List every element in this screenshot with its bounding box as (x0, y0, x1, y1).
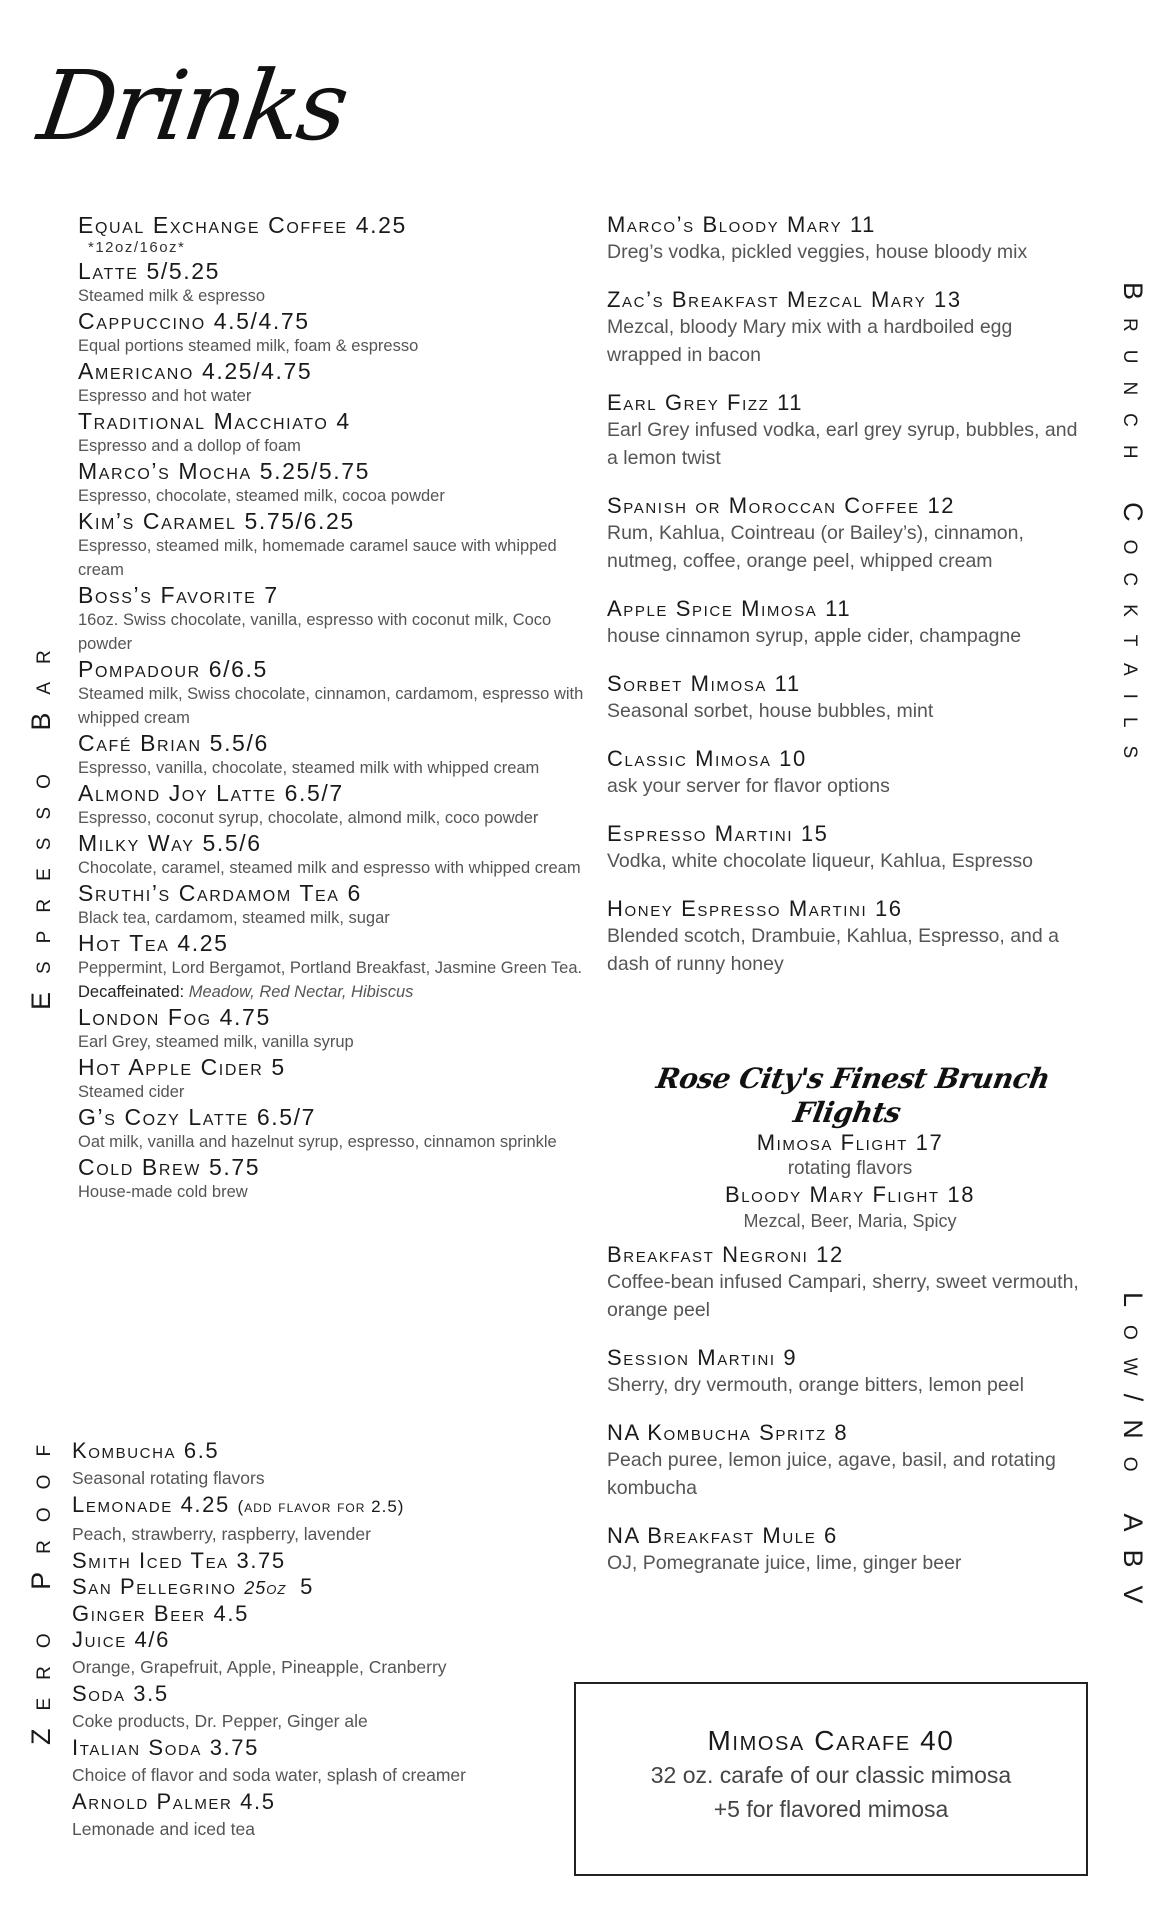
item-name: Classic Mimosa 10 (607, 746, 807, 771)
item-name: Cold Brew 5.75 (78, 1154, 261, 1180)
item-name: Apple Spice Mimosa 11 (607, 596, 852, 621)
item-description: Seasonal rotating flavors (72, 1468, 265, 1488)
item-description: Chocolate, caramel, steamed milk and espresso with whipped cream (78, 859, 581, 877)
item-description-text: Peppermint, Lord Bergamot, Portland Breakfast, Jasmine Green Tea. (78, 959, 583, 977)
item-name: Mimosa Flight 17 (756, 1130, 944, 1155)
menu-item (607, 1523, 1087, 1577)
item-name: London Fog 4.75 (78, 1004, 271, 1030)
item-name: Traditional Macchiato 4 (78, 408, 351, 434)
item-name: Sruthi’s Cardamom Tea 6 (78, 880, 362, 906)
item-description: Coffee-bean infused Campari, sherry, sweet vermouth, orange peel (607, 1271, 1079, 1321)
menu-item (607, 821, 1087, 875)
item-description (78, 956, 588, 1004)
item-description: house cinnamon syrup, apple cider, champagne (607, 625, 1022, 647)
item-description: 16oz. Swiss chocolate, vanilla, espresso with coconut milk, Coco powder (78, 611, 552, 653)
item-description: Rum, Kahlua, Cointreau (or Bailey’s), cinnamon, nutmeg, coffee, orange peel, whipped cream (607, 522, 1024, 572)
item-name: Smith Iced Tea 3.75 (72, 1548, 286, 1573)
menu-item (78, 1104, 588, 1154)
item-description: 32 oz. carafe of our classic mimosa (650, 1762, 1012, 1788)
item-addon: (add flavor for 2.5) (237, 1497, 405, 1516)
item-description: Peach, strawberry, raspberry, lavender (72, 1524, 371, 1544)
item-price: 5 (300, 1574, 314, 1599)
menu-item (607, 287, 1087, 369)
item-description: Oat milk, vanilla and hazelnut syrup, espresso, cinnamon sprinkle (78, 1133, 557, 1151)
menu-item (78, 408, 588, 458)
item-description: House-made cold brew (78, 1183, 248, 1201)
item-name: G’s Cozy Latte 6.5/7 (78, 1104, 316, 1130)
item-description: Peach puree, lemon juice, agave, basil, and rotating kombucha (607, 1449, 1056, 1499)
menu-item (78, 508, 588, 582)
menu-item (78, 1054, 588, 1104)
item-name: Juice 4/6 (72, 1627, 170, 1652)
mimosa-carafe-box (574, 1682, 1088, 1876)
item-name: Mimosa Carafe 40 (707, 1725, 955, 1756)
item-name: Milky Way 5.5/6 (78, 830, 262, 856)
menu-item (78, 830, 588, 880)
item-description: Steamed milk & espresso (78, 287, 266, 305)
item-description: Espresso, vanilla, chocolate, steamed milk with whipped cream (78, 759, 540, 777)
section-label-low-no-abv: Low/No ABV (1118, 1292, 1148, 1622)
menu-item (78, 656, 588, 730)
item-name (72, 1574, 592, 1601)
item-description: Sherry, dry vermouth, orange bitters, lemon peel (607, 1374, 1024, 1396)
menu-item (78, 1154, 588, 1204)
menu-item (607, 390, 1087, 472)
item-name-text: Lemonade 4.25 (72, 1492, 230, 1517)
item-description: Coke products, Dr. Pepper, Ginger ale (72, 1711, 368, 1731)
item-name-text: San Pellegrino (72, 1574, 237, 1599)
item-name: Bloody Mary Flight 18 (724, 1182, 976, 1207)
item-description: Dreg’s vodka, pickled veggies, house bloody mix (607, 241, 1028, 263)
item-description: ask your server for flavor options (607, 775, 890, 797)
decaf-label: Decaffeinated: (78, 983, 185, 1001)
menu-item (78, 582, 588, 656)
item-name: Cappuccino 4.5/4.75 (78, 308, 310, 334)
item-name: Honey Espresso Martini 16 (607, 896, 903, 921)
item-description: +5 for flavored mimosa (713, 1796, 949, 1822)
item-name: Marco’s Bloody Mary 11 (607, 212, 877, 237)
item-name: Kombucha 6.5 (72, 1438, 220, 1463)
item-name: Almond Joy Latte 6.5/7 (78, 780, 344, 806)
item-name: Earl Grey Fizz 11 (607, 390, 804, 415)
item-description: Mezcal, bloody Mary mix with a hardboiled egg wrapped in bacon (607, 316, 1013, 366)
item-name: Americano 4.25/4.75 (78, 358, 313, 384)
item-name: Session Martini 9 (607, 1345, 798, 1370)
menu-item (78, 358, 588, 408)
item-name: Sorbet Mimosa 11 (607, 671, 801, 696)
item-name: NA Breakfast Mule 6 (607, 1523, 838, 1548)
section-label-zero-proof: Zero Proof (26, 1426, 56, 1745)
menu-item (78, 212, 588, 258)
item-description: Orange, Grapefruit, Apple, Pineapple, Cranberry (72, 1657, 447, 1677)
zero-proof-list (72, 1438, 592, 1843)
item-name: Hot Apple Cider 5 (78, 1054, 286, 1080)
item-name: Zac’s Breakfast Mezcal Mary 13 (607, 287, 962, 312)
decaf-options: Meadow, Red Nectar, Hibiscus (188, 983, 414, 1001)
item-name: Spanish or Moroccan Coffee 12 (607, 493, 956, 518)
menu-item (607, 671, 1087, 725)
menu-item (607, 1345, 1087, 1399)
item-description: Black tea, cardamom, steamed milk, sugar (78, 909, 390, 927)
item-description: Choice of flavor and soda water, splash of creamer (72, 1765, 466, 1785)
menu-item (607, 896, 1087, 978)
item-name (72, 1492, 592, 1520)
menu-item (78, 1004, 588, 1054)
item-name: Pompadour 6/6.5 (78, 656, 268, 682)
item-name: Latte 5/5.25 (78, 258, 221, 284)
item-note: *12oz/16oz* (88, 239, 186, 256)
item-description: Earl Grey infused vodka, earl grey syrup, bubbles, and a lemon twist (607, 419, 1078, 469)
item-description: Espresso and a dollop of foam (78, 437, 301, 455)
section-label-espresso-bar: Espresso Bar (26, 632, 56, 1010)
menu-item (78, 458, 588, 508)
item-name: Breakfast Negroni 12 (607, 1242, 844, 1267)
menu-item (607, 493, 1087, 575)
item-description: Espresso, coconut syrup, chocolate, almond milk, coco powder (78, 809, 539, 827)
menu-item (78, 258, 588, 308)
item-name: Marco’s Mocha 5.25/5.75 (78, 458, 371, 484)
page-title: Drinks (32, 50, 353, 162)
item-name: Kim’s Caramel 5.75/6.25 (78, 508, 355, 534)
item-description: Blended scotch, Drambuie, Kahlua, Espresso, and a dash of runny honey (607, 925, 1060, 975)
item-description: Vodka, white chocolate liqueur, Kahlua, Espresso (607, 850, 1034, 872)
espresso-bar-list (78, 212, 588, 1204)
item-description: Equal portions steamed milk, foam & espresso (78, 337, 419, 355)
item-name: Ginger Beer 4.5 (72, 1601, 249, 1626)
low-no-abv-list (607, 1242, 1087, 1598)
flights-heading: Rose City's Finest Brunch Flights (653, 1062, 1053, 1129)
item-name: Boss’s Favorite 7 (78, 582, 279, 608)
menu-item (78, 780, 588, 830)
item-description: OJ, Pomegranate juice, lime, ginger beer (607, 1552, 962, 1574)
item-description: Earl Grey, steamed milk, vanilla syrup (78, 1033, 354, 1051)
item-description: Espresso, steamed milk, homemade caramel sauce with whipped cream (78, 537, 557, 579)
menu-item (78, 880, 588, 930)
item-description: Espresso and hot water (78, 387, 252, 405)
item-description: Seasonal sorbet, house bubbles, mint (607, 700, 934, 722)
item-description: Steamed cider (78, 1083, 185, 1101)
item-name: NA Kombucha Spritz 8 (607, 1420, 849, 1445)
item-name: Hot Tea 4.25 (78, 930, 229, 956)
item-description: Lemonade and iced tea (72, 1819, 255, 1839)
item-description: Steamed milk, Swiss chocolate, cinnamon, cardamom, espresso with whipped cream (78, 685, 584, 727)
menu-item (78, 308, 588, 358)
menu-item (607, 212, 1087, 266)
menu-item (607, 596, 1087, 650)
brunch-cocktails-list (607, 212, 1087, 999)
item-name: Café Brian 5.5/6 (78, 730, 269, 756)
item-name: Equal Exchange Coffee 4.25 (78, 212, 407, 238)
item-name: Soda 3.5 (72, 1681, 169, 1706)
item-description: rotating flavors (787, 1158, 913, 1179)
brunch-flights (600, 1062, 1100, 1234)
menu-item (607, 1242, 1087, 1324)
item-name: Arnold Palmer 4.5 (72, 1789, 276, 1814)
menu-item (607, 1420, 1087, 1502)
item-size: 25oz (244, 1578, 287, 1598)
menu-item (78, 730, 588, 780)
item-description: Espresso, chocolate, steamed milk, cocoa powder (78, 487, 445, 505)
menu-item (78, 930, 588, 1004)
section-label-brunch-cocktails: Brunch Cocktails (1118, 282, 1148, 777)
item-name: Italian Soda 3.75 (72, 1735, 259, 1760)
item-name: Espresso Martini 15 (607, 821, 829, 846)
item-description: Mezcal, Beer, Maria, Spicy (743, 1211, 957, 1231)
menu-item (607, 746, 1087, 800)
